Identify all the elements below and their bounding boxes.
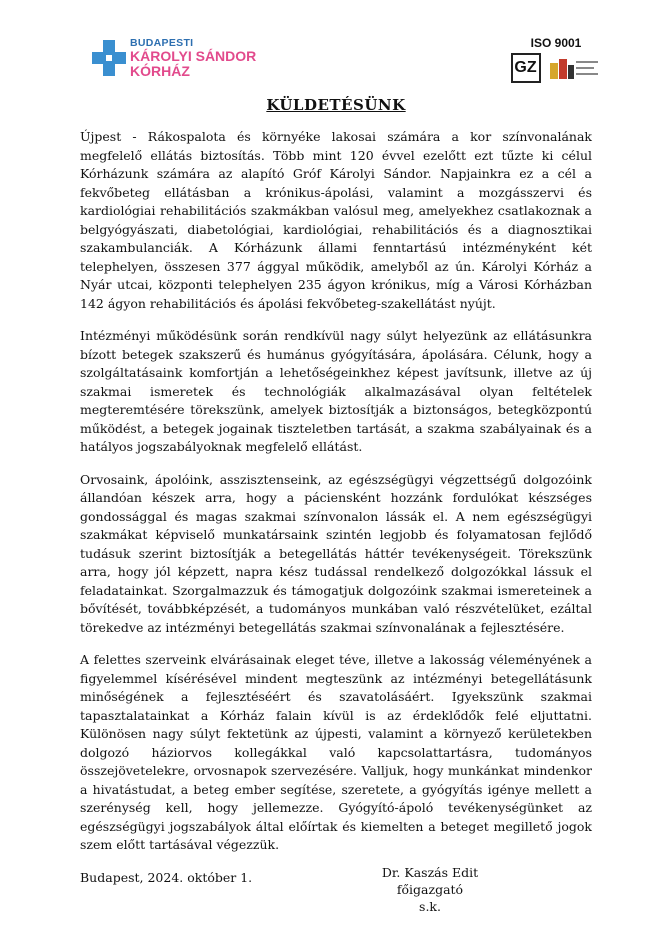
paragraph: Intézményi működésünk során rendkívül nagy súlyt helyezünk az ellátásunkra bízott betegek szakszerű és humánus gyógyítására, ápolására. Célunk, hogy a szolgáltatásaink komfortján a lehetőségeinkhez képest javítsunk, illetve az új szakmai ismeretek és technológiák alkalmazásával olyan feltételek megteremtésére törekszünk, amelyek biztosítják a biztonságos, betegközpontú működést, a betegek jogainak tiszteletben tartását, a szakma szabályainak és a hatályos jogszabályoknak megfelelő ellátást. <box>80 328 592 454</box>
medical-cross-icon <box>92 40 126 76</box>
paragraph: A felettes szerveink elvárásainak eleget téve, illetve a lakosság véleményének a figyelemmel kísérésével mindent megteszünk az intézményi betegellátásunk minőségének a fejlesztéséért és szavatolásáért. Igyekszünk szakmai tapasztalatainkat a Kórház falain kívül is az érdeklődők felé eljuttatni. Különösen nagy súlyt fektetünk az újpesti, valamint a környező kerületekben dolgozó háziorvos kollegákkal való kapcsolattartásra, tudományos összejövetelekre, orvosnapok szervezésére. Valljuk, hogy munkánkat mindenkor a hivatástudat, a beteg ember segítése, szeretete, a gyógyítás igénye mellett a szerénység kell, hogy jellemezze. Gyógyító-ápoló tevékenységünket az egészségügyi jogszabályok által előírtak és kiemelten a beteget megillető jogok szem előtt tartásával végezzük. <box>80 652 592 852</box>
document-date: Budapest, 2024. október 1. <box>80 869 253 885</box>
logo-line-2: KÁROLYI SÁNDOR <box>130 48 257 65</box>
iso-certification-badge <box>506 36 606 83</box>
paragraph: Újpest - Rákospalota és környéke lakosai számára a kor színvonalának megfelelő ellátás biztosítás. Több mint 120 évvel ezelőtt ezt tűzte ki célul Kórházunk számára az alapító Gróf Károlyi Sándor. Napjainkra ez a cél a fekvőbeteg ellátásban a krónikus-ápolási, valamint a mozgásszervi és kardiológiai rehabilitációs szakmákban valósul meg, amelyekhez csatlakoznak a belgyógyászati, diabetológiai, kardiológiai, rehabilitációs és a diagnosztikai szakambulanciák. A Kórházunk állami fenntartású intézményként két telephelyen, összesen 377 ággyal működik, amelyből az ún. Károlyi Kórház a Nyár utcai, központi telephelyen 235 ágyon krónikus, míg a Városi Kórházban 142 ágyon rehabilitációs és ápolási fekvőbeteg-szakellátást nyújt. <box>80 129 592 311</box>
gz-logo: GZ <box>511 53 541 83</box>
signatory-role: főigazgató <box>396 882 464 897</box>
page-title: KÜLDETÉSÜNK <box>266 96 406 114</box>
logo-line-1: BUDAPESTI <box>130 37 194 49</box>
signature-block <box>360 864 500 915</box>
iso-title: ISO 9001 <box>530 36 582 50</box>
logo-line-3: KÓRHÁZ <box>130 62 190 79</box>
certifier-logo-icon <box>546 53 602 83</box>
signatory-name: Dr. Kaszás Edit <box>381 865 479 880</box>
hospital-logo <box>92 38 256 78</box>
signature-note: s.k. <box>419 899 441 914</box>
logo-text <box>130 38 256 78</box>
paragraph: Orvosaink, ápolóink, asszisztenseink, az egészségügyi végzettségű dolgozóink állandóan készek arra, hogy a páciensként hozzánk fordulókat készséges gondossággal és magas szakmai színvonalon lássák el. A nem egészségügyi szakmákat képviselő munkatársaink szintén legjobb és folyamatosan fejlődő tudásuk szerint biztosítják a betegellátás háttér tevékenységeit. Törekszünk arra, hogy jól képzett, napra kész tudással rendelkező dolgozókkal lássuk el feladatainkat. Szorgalmazzuk és támogatjuk dolgozóink szakmai ismereteinek a bővítését, továbbképzését, a tudományos munkában való részvételüket, ezáltal törekedve az intézményi betegellátás szakmai színvonalának a fejlesztésére. <box>80 471 592 635</box>
document-body <box>80 128 592 887</box>
